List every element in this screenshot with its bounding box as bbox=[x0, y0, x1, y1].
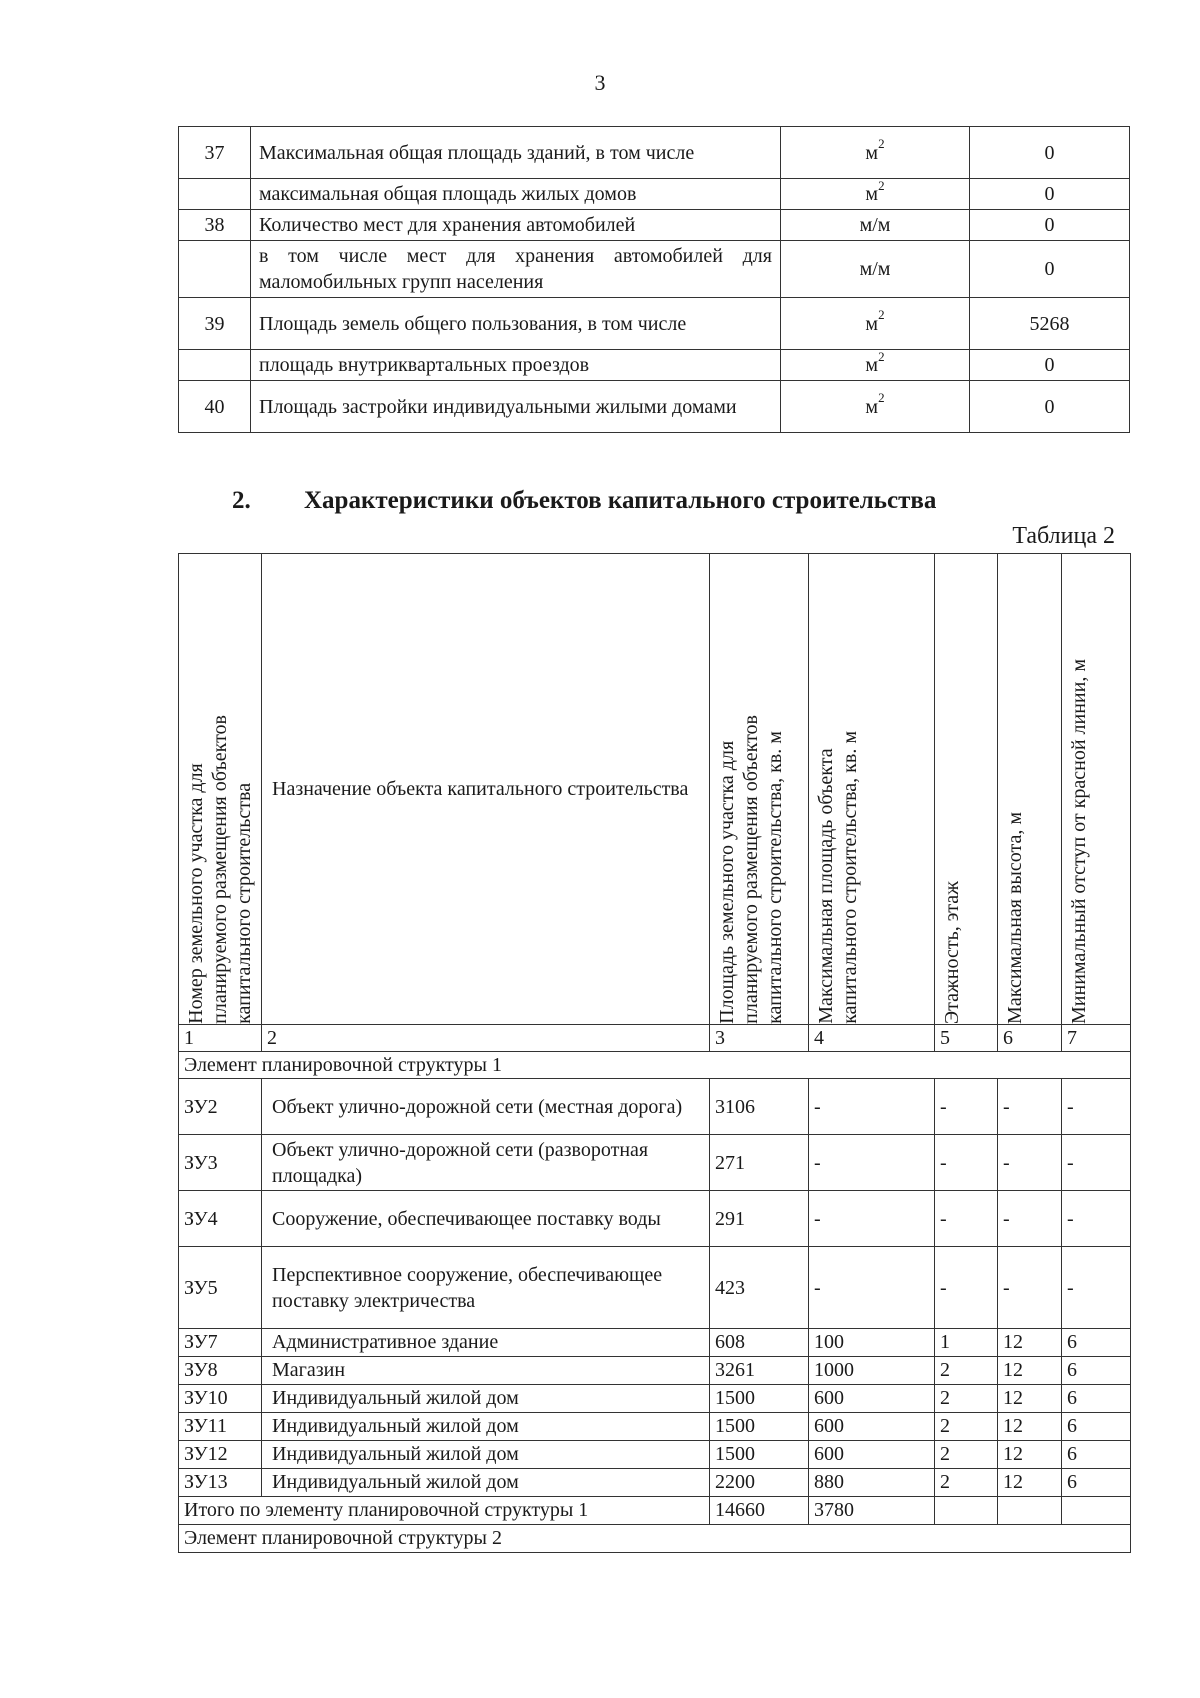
row-unit bbox=[781, 210, 970, 241]
max-object-area: 600 bbox=[809, 1413, 935, 1441]
plot-area: 3106 bbox=[710, 1079, 809, 1135]
unit-superscript: 2 bbox=[878, 136, 885, 152]
table-row bbox=[179, 298, 1130, 350]
plot-number: ЗУ11 bbox=[179, 1413, 262, 1441]
row-name: Количество мест для хранения автомобилей bbox=[251, 210, 781, 241]
red-line-setback: - bbox=[1062, 1247, 1131, 1329]
unit-text: м bbox=[865, 395, 879, 418]
row-number: 40 bbox=[179, 381, 251, 433]
unit-text: м/м bbox=[859, 214, 891, 236]
plot-area: 1500 bbox=[710, 1413, 809, 1441]
plot-number: ЗУ4 bbox=[179, 1191, 262, 1247]
max-height: 12 bbox=[998, 1469, 1062, 1497]
unit-superscript: 2 bbox=[878, 307, 885, 323]
plot-area: 608 bbox=[710, 1329, 809, 1357]
object-purpose: Объект улично-дорожной сети (местная дорога) bbox=[262, 1079, 710, 1135]
max-height: - bbox=[998, 1191, 1062, 1247]
page-number: 3 bbox=[594, 70, 606, 95]
table-row bbox=[179, 1191, 1131, 1247]
row-number bbox=[179, 179, 251, 210]
plot-number: ЗУ5 bbox=[179, 1247, 262, 1329]
floors: 1 bbox=[935, 1329, 998, 1357]
empty-cell bbox=[998, 1497, 1062, 1525]
max-object-area: - bbox=[809, 1079, 935, 1135]
row-number: 38 bbox=[179, 210, 251, 241]
plot-area: 423 bbox=[710, 1247, 809, 1329]
plot-number: ЗУ3 bbox=[179, 1135, 262, 1191]
row-number bbox=[179, 241, 251, 298]
row-unit bbox=[781, 298, 970, 350]
max-object-area: 880 bbox=[809, 1469, 935, 1497]
object-purpose: Индивидуальный жилой дом bbox=[262, 1469, 710, 1497]
row-value: 5268 bbox=[970, 298, 1130, 350]
unit-text: м bbox=[865, 141, 879, 164]
row-name: Максимальная общая площадь зданий, в том числе bbox=[251, 127, 781, 179]
max-object-area: 1000 bbox=[809, 1357, 935, 1385]
plot-number: ЗУ2 bbox=[179, 1079, 262, 1135]
table-row bbox=[179, 127, 1130, 179]
table-row bbox=[179, 1357, 1131, 1385]
object-purpose: Индивидуальный жилой дом bbox=[262, 1441, 710, 1469]
row-name: Площадь застройки индивидуальными жилыми домами bbox=[251, 381, 781, 433]
unit-superscript: 2 bbox=[878, 348, 885, 364]
floors: - bbox=[935, 1135, 998, 1191]
plot-area: 3261 bbox=[710, 1357, 809, 1385]
max-height: 12 bbox=[998, 1385, 1062, 1413]
empty-cell bbox=[1062, 1497, 1131, 1525]
header-cell: Этажность, этаж bbox=[935, 554, 998, 1025]
row-unit bbox=[781, 127, 970, 179]
table-row bbox=[179, 1469, 1131, 1497]
table-row bbox=[179, 241, 1130, 298]
row-number bbox=[179, 350, 251, 381]
floors: 2 bbox=[935, 1469, 998, 1497]
group-label: Элемент планировочной структуры 2 bbox=[179, 1525, 1131, 1553]
row-value: 0 bbox=[970, 350, 1130, 381]
max-object-area: - bbox=[809, 1135, 935, 1191]
group-row bbox=[179, 1525, 1131, 1553]
header-cell: Максимальная высота, м bbox=[998, 554, 1062, 1025]
max-height: 12 bbox=[998, 1441, 1062, 1469]
row-unit bbox=[781, 179, 970, 210]
max-height: - bbox=[998, 1135, 1062, 1191]
section-title: Характеристики объектов капитального строительства bbox=[304, 487, 937, 514]
total-row bbox=[179, 1497, 1131, 1525]
plot-area: 1500 bbox=[710, 1385, 809, 1413]
object-purpose: Административное здание bbox=[262, 1329, 710, 1357]
column-number-row bbox=[179, 1025, 1131, 1052]
header-cell: Максимальная площадь объекта капитального строительства, кв. м bbox=[809, 554, 935, 1025]
floors: - bbox=[935, 1191, 998, 1247]
red-line-setback: 6 bbox=[1062, 1385, 1131, 1413]
max-object-area: 600 bbox=[809, 1385, 935, 1413]
table-row bbox=[179, 381, 1130, 433]
header-row bbox=[179, 554, 1131, 1025]
header-cell: Минимальный отступ от красной линии, м bbox=[1062, 554, 1131, 1025]
max-height: - bbox=[998, 1247, 1062, 1329]
section-number: 2. bbox=[232, 487, 251, 514]
table-row bbox=[179, 1247, 1131, 1329]
column-number: 3 bbox=[710, 1025, 809, 1052]
row-value: 0 bbox=[970, 127, 1130, 179]
red-line-setback: - bbox=[1062, 1135, 1131, 1191]
object-purpose: Индивидуальный жилой дом bbox=[262, 1413, 710, 1441]
column-number: 5 bbox=[935, 1025, 998, 1052]
group-label: Элемент планировочной структуры 1 bbox=[179, 1052, 1131, 1079]
floors: 2 bbox=[935, 1385, 998, 1413]
group-row bbox=[179, 1052, 1131, 1079]
object-purpose: Объект улично-дорожной сети (разворотная площадка) bbox=[262, 1135, 710, 1191]
unit-superscript: 2 bbox=[878, 390, 885, 406]
red-line-setback: 6 bbox=[1062, 1413, 1131, 1441]
row-number: 39 bbox=[179, 298, 251, 350]
table-row bbox=[179, 179, 1130, 210]
table-row bbox=[179, 350, 1130, 381]
red-line-setback: - bbox=[1062, 1079, 1131, 1135]
column-number: 7 bbox=[1062, 1025, 1131, 1052]
floors: 2 bbox=[935, 1357, 998, 1385]
max-object-area: - bbox=[809, 1191, 935, 1247]
column-number: 4 bbox=[809, 1025, 935, 1052]
row-value: 0 bbox=[970, 241, 1130, 298]
total-label: Итого по элементу планировочной структуры 1 bbox=[179, 1497, 710, 1525]
table-row bbox=[179, 1079, 1131, 1135]
header-cell: Назначение объекта капитального строительства bbox=[262, 554, 710, 1025]
red-line-setback: 6 bbox=[1062, 1441, 1131, 1469]
plot-area: 2200 bbox=[710, 1469, 809, 1497]
row-name: площадь внутриквартальных проездов bbox=[251, 350, 781, 381]
column-number: 6 bbox=[998, 1025, 1062, 1052]
capital-objects-table bbox=[178, 553, 1131, 1553]
max-height: 12 bbox=[998, 1357, 1062, 1385]
max-object-area: 100 bbox=[809, 1329, 935, 1357]
max-object-area: - bbox=[809, 1247, 935, 1329]
unit-text: м bbox=[865, 354, 879, 376]
plot-number: ЗУ7 bbox=[179, 1329, 262, 1357]
table-row bbox=[179, 1441, 1131, 1469]
max-object-area: 600 bbox=[809, 1441, 935, 1469]
object-purpose: Перспективное сооружение, обеспечивающее поставку электричества bbox=[262, 1247, 710, 1329]
plot-number: ЗУ13 bbox=[179, 1469, 262, 1497]
unit-superscript: 2 bbox=[878, 177, 885, 193]
unit-text: м bbox=[865, 312, 879, 335]
summary-table bbox=[178, 126, 1130, 433]
section-heading bbox=[232, 487, 1132, 515]
red-line-setback: 6 bbox=[1062, 1329, 1131, 1357]
unit-text: м bbox=[865, 183, 879, 205]
max-height: 12 bbox=[998, 1329, 1062, 1357]
row-value: 0 bbox=[970, 210, 1130, 241]
table-row bbox=[179, 1385, 1131, 1413]
row-value: 0 bbox=[970, 381, 1130, 433]
row-number: 37 bbox=[179, 127, 251, 179]
floors: - bbox=[935, 1079, 998, 1135]
red-line-setback: 6 bbox=[1062, 1357, 1131, 1385]
row-unit bbox=[781, 350, 970, 381]
red-line-setback: - bbox=[1062, 1191, 1131, 1247]
header-cell: Номер земельного участка для планируемого размещения объектов капитального строительства bbox=[179, 554, 262, 1025]
red-line-setback: 6 bbox=[1062, 1469, 1131, 1497]
plot-number: ЗУ10 bbox=[179, 1385, 262, 1413]
object-purpose: Магазин bbox=[262, 1357, 710, 1385]
empty-cell bbox=[935, 1497, 998, 1525]
table-caption: Таблица 2 bbox=[1012, 523, 1115, 549]
object-purpose: Индивидуальный жилой дом bbox=[262, 1385, 710, 1413]
unit-text: м/м bbox=[859, 258, 891, 280]
row-name: Площадь земель общего пользования, в том числе bbox=[251, 298, 781, 350]
row-unit bbox=[781, 381, 970, 433]
max-height: - bbox=[998, 1079, 1062, 1135]
plot-number: ЗУ12 bbox=[179, 1441, 262, 1469]
row-name: в том числе мест для хранения автомобилей для маломобильных групп населения bbox=[251, 241, 781, 298]
column-number: 2 bbox=[262, 1025, 710, 1052]
total-area: 14660 bbox=[710, 1497, 809, 1525]
row-name: максимальная общая площадь жилых домов bbox=[251, 179, 781, 210]
max-height: 12 bbox=[998, 1413, 1062, 1441]
row-unit bbox=[781, 241, 970, 298]
row-value: 0 bbox=[970, 179, 1130, 210]
plot-area: 1500 bbox=[710, 1441, 809, 1469]
total-max-area: 3780 bbox=[809, 1497, 935, 1525]
table-row bbox=[179, 1413, 1131, 1441]
object-purpose: Сооружение, обеспечивающее поставку воды bbox=[262, 1191, 710, 1247]
header-cell: Площадь земельного участка для планируемого размещения объектов капитального строительства, кв. м bbox=[710, 554, 809, 1025]
floors: 2 bbox=[935, 1413, 998, 1441]
plot-area: 291 bbox=[710, 1191, 809, 1247]
floors: - bbox=[935, 1247, 998, 1329]
plot-number: ЗУ8 bbox=[179, 1357, 262, 1385]
table-row bbox=[179, 1329, 1131, 1357]
plot-area: 271 bbox=[710, 1135, 809, 1191]
table-row bbox=[179, 1135, 1131, 1191]
table-row bbox=[179, 210, 1130, 241]
column-number: 1 bbox=[179, 1025, 262, 1052]
floors: 2 bbox=[935, 1441, 998, 1469]
